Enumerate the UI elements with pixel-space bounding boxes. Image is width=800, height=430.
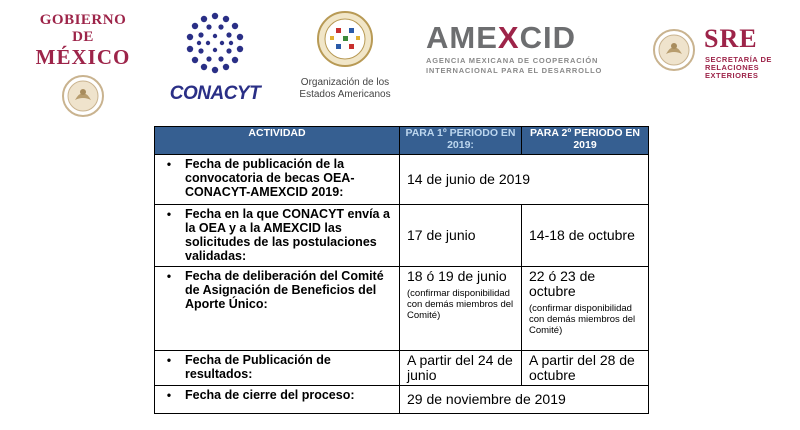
- activity-cell: [155, 267, 400, 351]
- oea-emblem-icon: [316, 10, 374, 68]
- gobierno-logo-line1: GOBIERNO DE: [39, 12, 127, 45]
- oea-caption-line2: Estados Americanos: [299, 89, 391, 100]
- activity-cell: [155, 205, 400, 267]
- amexcid-subtitle-line1: AGENCIA MEXICANA DE COOPERACIÓN: [426, 56, 599, 65]
- oea-caption: [290, 77, 400, 101]
- table-row: [155, 267, 649, 351]
- conacyt-dots-icon: [180, 10, 250, 76]
- conacyt-logo: [160, 10, 270, 105]
- activity-text: Fecha de publicación de la convocatoria de becas OEA-CONACYT-AMEXCID 2019:: [185, 157, 355, 199]
- sre-seal-icon: [652, 28, 696, 72]
- logo-banner: [0, 0, 800, 110]
- sre-subtitle: [705, 56, 772, 80]
- activity-text: Fecha de deliberación del Comité de Asignación de Beneficios del Aporte Único:: [185, 269, 384, 311]
- bullet-icon: •: [166, 353, 172, 367]
- bullet-icon: •: [166, 207, 172, 221]
- amexcid-subtitle-line2: INTERNACIONAL PARA EL DESARROLLO: [426, 66, 603, 75]
- header-actividad: ACTIVIDAD: [155, 127, 400, 155]
- amexcid-wordmark-x: X: [497, 20, 520, 55]
- date-cell-periodo-1: A partir del 24 de junio: [400, 351, 522, 386]
- date-note: (confirmar disponibilidad con demás miembros del Comité): [407, 288, 514, 321]
- oea-caption-line1: Organización de los: [300, 77, 390, 88]
- bullet-icon: •: [166, 388, 172, 402]
- sre-wordmark: SRE: [704, 24, 758, 53]
- table-row: [155, 386, 649, 414]
- activity-cell: [155, 351, 400, 386]
- sre-subtitle-line1: SECRETARÍA DE: [705, 55, 772, 64]
- gobierno-de-mexico-logo: [28, 12, 138, 118]
- bullet-icon: •: [166, 269, 172, 283]
- activity-cell: [155, 386, 400, 414]
- header-periodo-1: PARA 1º PERIODO EN 2019:: [400, 127, 522, 155]
- table-row: [155, 155, 649, 205]
- amexcid-logo: [426, 22, 626, 76]
- date-cell-periodo-2: [522, 267, 649, 351]
- date-cell: 14 de junio de 2019: [400, 155, 649, 205]
- table-row: [155, 205, 649, 267]
- amexcid-wordmark-post: CID: [519, 20, 576, 55]
- table-header-row: [155, 127, 649, 155]
- date-text: 18 ó 19 de junio: [407, 268, 507, 284]
- sre-subtitle-line2: RELACIONES: [705, 63, 760, 72]
- activity-cell: [155, 155, 400, 205]
- date-cell-periodo-2: A partir del 28 de octubre: [522, 351, 649, 386]
- oea-logo: [290, 10, 400, 101]
- table-row: [155, 351, 649, 386]
- activity-text: Fecha de cierre del proceso:: [185, 388, 355, 402]
- activity-text: Fecha de Publicación de resultados:: [185, 353, 331, 381]
- amexcid-wordmark-pre: AME: [426, 20, 498, 55]
- bullet-icon: •: [166, 157, 172, 171]
- schedule-table: [154, 126, 649, 414]
- conacyt-wordmark: CONACYT: [169, 83, 261, 104]
- amexcid-subtitle: [426, 56, 626, 76]
- date-text: 22 ó 23 de octubre: [529, 268, 596, 299]
- date-cell-periodo-1: 17 de junio: [400, 205, 522, 267]
- gobierno-logo-line2: MÉXICO: [35, 45, 131, 69]
- date-note: (confirmar disponibilidad con demás miembros del Comité): [529, 303, 636, 336]
- amexcid-wordmark: [426, 22, 626, 54]
- sre-subtitle-line3: EXTERIORES: [705, 71, 759, 80]
- mexico-seal-icon: [61, 74, 105, 118]
- date-cell-periodo-1: [400, 267, 522, 351]
- date-cell-periodo-2: 14-18 de octubre: [522, 205, 649, 267]
- activity-text: Fecha en la que CONACYT envía a la OEA y a la AMEXCID las solicitudes de las postulaciones validadas:: [185, 207, 390, 263]
- header-periodo-2: PARA 2º PERIODO EN 2019: [522, 127, 649, 155]
- date-cell: 29 de noviembre de 2019: [400, 386, 649, 414]
